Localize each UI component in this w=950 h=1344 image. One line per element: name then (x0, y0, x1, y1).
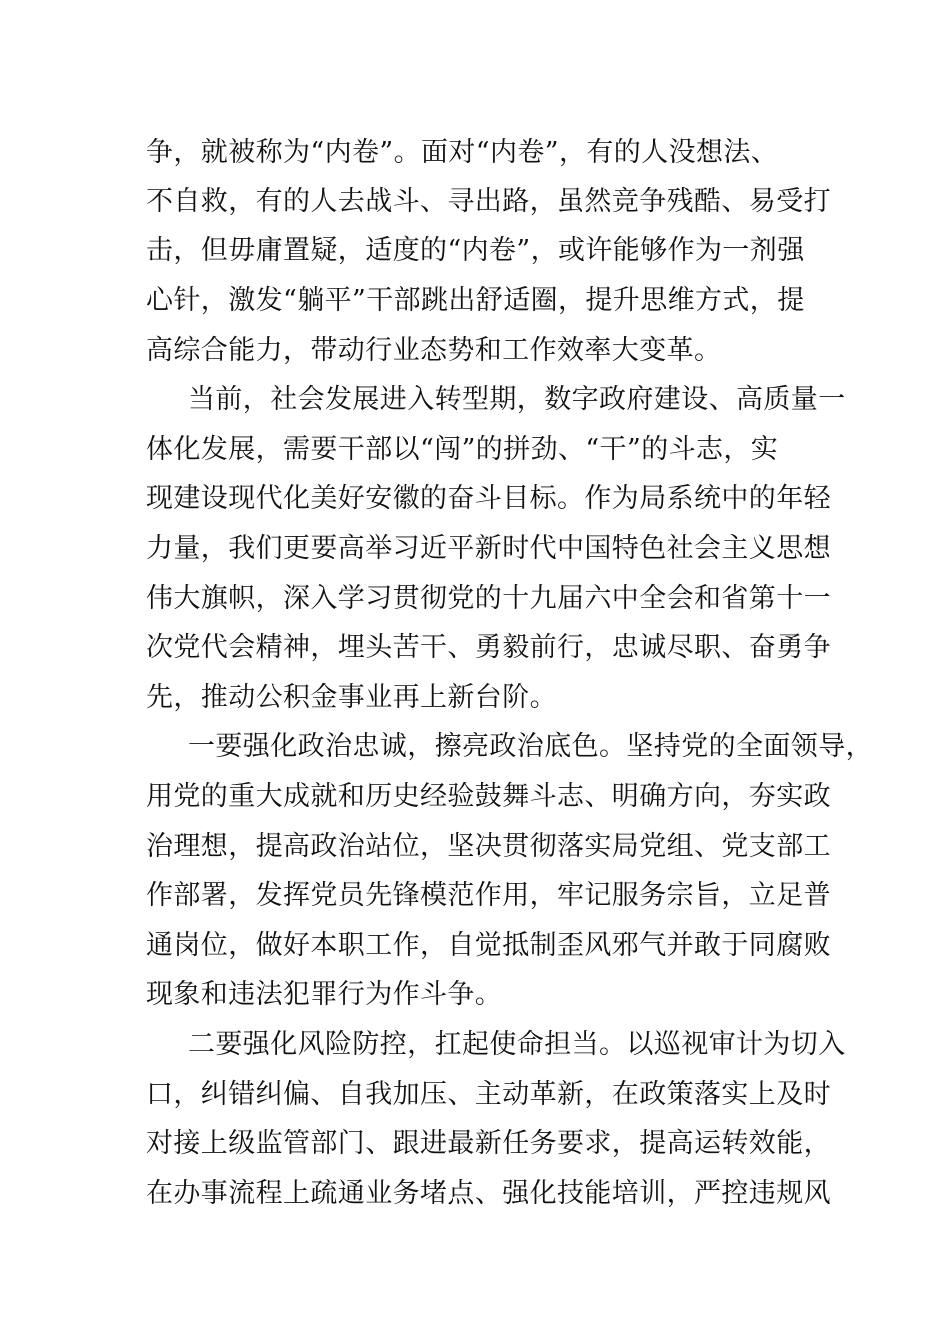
paragraph-4-line-1: 二要强化风险防控，扛起使命担当。以巡视审计为切入 (188, 1029, 846, 1060)
paragraph-4-line-4: 在办事流程上疏通业务堵点、强化技能培训，严控违规风 (146, 1178, 831, 1209)
paragraph-2-line-3: 现建设现代化美好安徽的奋斗目标。作为局系统中的年轻 (146, 483, 831, 514)
paragraph-3-line-3: 治理想，提高政治站位，坚决贯彻落实局党组、党支部工 (146, 831, 831, 862)
paragraph-3-line-6: 现象和违法犯罪行为作斗争。 (146, 979, 503, 1010)
paragraph-2-line-4: 力量，我们更要高举习近平新时代中国特色社会主义思想 (146, 533, 831, 564)
paragraph-3-line-1: 一要强化政治忠诚，擦亮政治底色。坚持党的全面领导， (188, 731, 873, 762)
paragraph-2-line-6: 次党代会精神，埋头苦干、勇毅前行，忠诚尽职、奋勇争 (146, 632, 831, 663)
paragraph-4-line-3: 对接上级监管部门、跟进最新任务要求，提高运转效能， (146, 1128, 831, 1159)
paragraph-4-line-2: 口，纠错纠偏、自我加压、主动革新，在政策落实上及时 (146, 1079, 831, 1110)
paragraph-2-line-5: 伟大旗帜，深入学习贯彻党的十九届六中全会和省第十一 (146, 583, 831, 614)
paragraph-2-line-7: 先，推动公积金事业再上新台阶。 (146, 682, 557, 713)
paragraph-2-line-1: 当前，社会发展进入转型期，数字政府建设、高质量一 (188, 384, 846, 415)
paragraph-1-line-1: 争，就被称为“内卷”。面对“内卷”，有的人没想法、 (146, 137, 779, 168)
paragraph-3-line-5: 通岗位，做好本职工作，自觉抵制歪风邪气并敢于同腐败 (146, 930, 831, 961)
paragraph-1-line-5: 高综合能力，带动行业态势和工作效率大变革。 (146, 335, 722, 366)
paragraph-3-line-4: 作部署，发挥党员先锋模范作用，牢记服务宗旨，立足普 (146, 880, 831, 911)
paragraph-1-line-4: 心针，激发“躺平”干部跳出舒适圈，提升思维方式，提 (146, 285, 805, 316)
paragraph-1-line-3: 击，但毋庸置疑，适度的“内卷”，或许能够作为一剂强 (146, 235, 805, 266)
paragraph-3-line-2: 用党的重大成就和历史经验鼓舞斗志、明确方向，夯实政 (146, 781, 831, 812)
paragraph-1-line-2: 不自救，有的人去战斗、寻出路，虽然竞争残酷、易受打 (146, 186, 831, 217)
paragraph-2-line-2: 体化发展，需要干部以“闯”的拼劲、“干”的斗志，实 (146, 434, 779, 465)
